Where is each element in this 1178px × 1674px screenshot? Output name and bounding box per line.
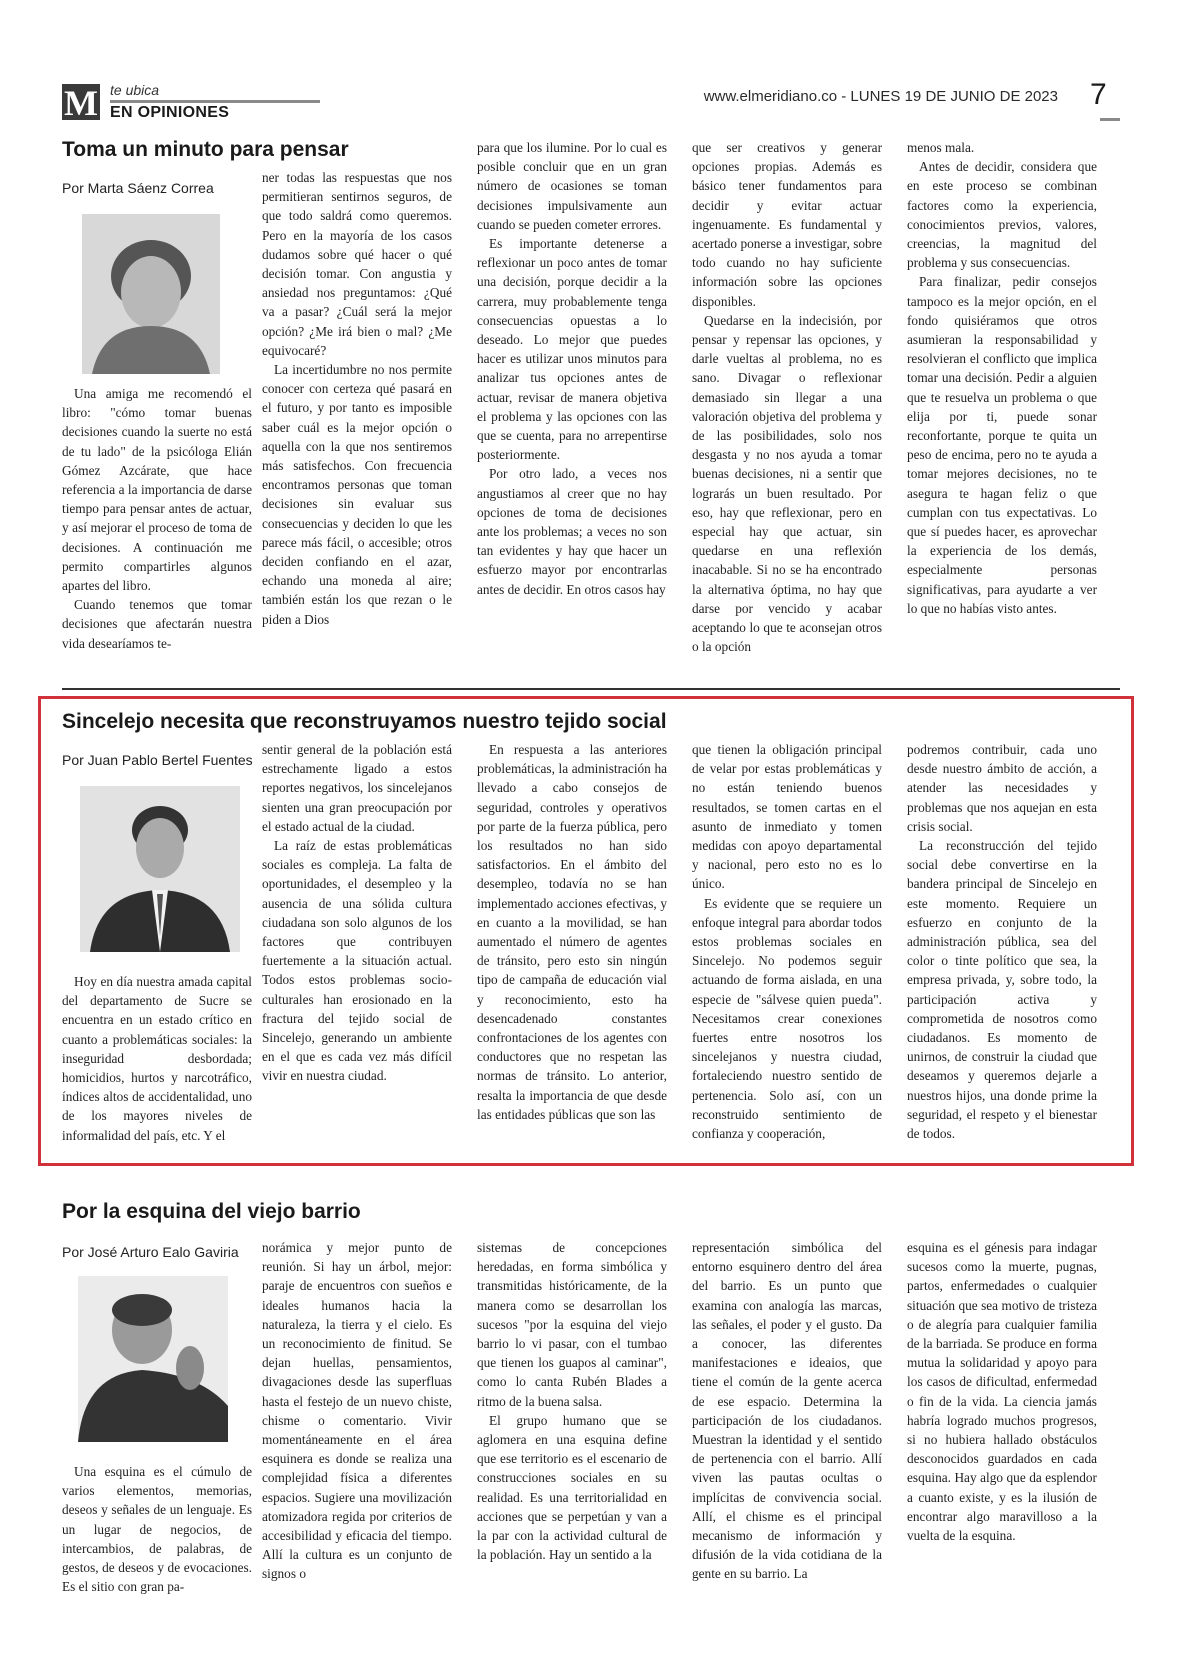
paragraph: Es evidente que se requiere un enfoque integral para abordar todos estos problemas sociales en Sincelejo. No podemos seguir actuando de forma aislada, en una especie de "sálvese quien pueda". Necesitamos crear conexiones fuertes entre nosotros los sincelejanos y nuestra ciudad, fortaleciendo nuestro sentido de pertenencia. Solo así, con un reconstruido sentimiento de confianza y cooperación,	[692, 895, 882, 1142]
article-column-2	[262, 740, 452, 1158]
author-photo	[80, 786, 240, 952]
page-number: 7	[1090, 78, 1107, 111]
article-column-5	[907, 138, 1097, 686]
article-headline: Por la esquina del viejo barrio	[62, 1200, 361, 1223]
paragraph: Una amiga me recomendó el libro: "cómo tomar buenas decisiones cuando la suerte no está de tu lado" de la psicóloga Elián Gómez Azcárate, que hace referencia a la importancia de darse tiempo para pensar antes de actuar, y así mejorar el proceso de toma de decisiones. A continuación me permito compartirles algunos apartes del libro.	[62, 386, 252, 594]
author-portrait-icon	[78, 1276, 228, 1442]
page-number-rule	[1100, 118, 1120, 121]
article-column-1	[62, 384, 252, 684]
article-esquina-viejo-barrio	[62, 1200, 1120, 1630]
article-column-3	[477, 138, 667, 686]
article-toma-un-minuto	[62, 138, 1120, 688]
paragraph: En respuesta a las anteriores problemáticas, la administración ha llevado a cabo consejos de seguridad, controles y operativos por parte de la fuerza pública, pero los resultados no han sido satisfactorios. En el ámbito del desempleo, todavía no se han implementado acciones efectivas, y en cuanto a la movilidad, se han aumentado el número de agentes de tránsito, pero esto sin ningún tipo de campaña de educación vial y reconocimiento, esto ha desencadenado constantes confrontaciones de los agentes con conductores que no respetan las normas de tránsito. Lo anterior, resalta la importancia de que desde las entidades públicas que son las	[477, 742, 667, 1122]
article-byline: Por Juan Pablo Bertel Fuentes	[62, 752, 253, 768]
article-byline: Por Marta Sáenz Correa	[62, 180, 214, 196]
paragraph: podremos contribuir, cada uno desde nuestro ámbito de acción, a atender las necesidades y problemas que nos aquejan en esta crisis social.	[907, 742, 1097, 834]
article-column-4	[692, 138, 882, 686]
paragraph: La reconstrucción del tejido social debe convertirse en la bandera principal de Sincelejo en este momento. Requiere un esfuerzo en conjunto de la administración pública, sea del color o tinte político que sea, la empresa privada, y, sobre todo, la participación activa y comprometida de nosotros como ciudadanos. Es momento de unirnos, de construir la ciudad que deseamos y queremos dejarle a nuestros hijos, una donde prime la seguridad, el respeto y el bienestar de todos.	[907, 838, 1097, 1142]
author-photo	[78, 1276, 228, 1442]
article-column-1	[62, 972, 252, 1158]
paragraph: que ser creativos y generar opciones propias. Además es básico tener fundamentos para decidir y evitar actuar ingenuamente. Es fundamental y acertado ponerse a investigar, sobre todo cuando no hay suficiente información sobre las opciones disponibles.	[692, 140, 882, 309]
paragraph: Una esquina es el cúmulo de varios elementos, memorias, deseos y señales de un lenguaje. Es un lugar de negocios, de intercambios, de palabras, de gestos, de deseos y de evocaciones. Es el sitio con gran pa-	[62, 1464, 252, 1595]
author-photo	[82, 214, 220, 374]
article-headline: Sincelejo necesita que reconstruyamos nuestro tejido social	[62, 710, 667, 733]
paragraph: norámica y mejor punto de reunión. Si hay un árbol, mejor: paraje de encuentros con sueños e ideales humanos hacia la naturaleza, la tierra y el cielo. Es un reconocimiento de finitud. Se dejan huellas, pensamientos, divagaciones desde las superfluas hasta el festejo de un nuevo chiste, chisme o comentario. Vivir momentáneamente en el área esquinera es donde se realiza una complejidad física a diferentes espacios. Sugiere una movilización atomizadora regida por criterios de accesibilidad y eficacia del tiempo. Allí la cultura es un conjunto de signos o	[262, 1240, 452, 1582]
paragraph: Es importante detenerse a reflexionar un poco antes de tomar una decisión, porque decidir a la carrera, muy probablemente tenga consecuencias opuestas a lo deseado. Lo mejor que puedes hacer es utilizar unos minutos para analizar tus opciones antes de actuar, revisar de manera objetiva el problema y las opciones con las que se cuenta, para no arrepentirse posteriormente.	[477, 236, 667, 463]
article-column-2	[262, 168, 452, 686]
paragraph: Para finalizar, pedir consejos tampoco es la mejor opción, en el fondo quisiéramos que otros asumieran la responsabilidad y resolvieran el conflicto que implica tomar una decisión. Pedir a alguien que te resuelva un problema o que elija por ti, puede sonar reconfortante, porque te quita un peso de encima, pero no te ayuda a tomar mejores decisiones, no te asegura te hagan feliz o que cumplan con tus expectativas. Lo que sí puedes hacer, es aprovechar la experiencia de los demás, especialmente personas significativas, para ayudarte a ver lo que no habías visto antes.	[907, 274, 1097, 616]
paragraph: esquina es el génesis para indagar sucesos como la muerte, pugnas, partos, enfermedades o cualquier situación que sea motivo de tristeza o de alegría para cualquier familia de la barriada. Se produce en forma mutua la solidaridad y apoyo para los casos de dificultad, enfermedad o fin de la vida. La ciencia jamás habría logrado muchos progresos, si no hubiera hallado obstáculos desconocidos guardados en cada esquina. Hay algo que da esplendor a cuanto existe, y es la ilusión de encontrar algo maravilloso a la vuelta de la esquina.	[907, 1240, 1097, 1544]
author-portrait-icon	[80, 786, 240, 952]
paragraph: Cuando tenemos que tomar decisiones que afectarán nuestra vida desearíamos te-	[62, 597, 252, 651]
article-column-5	[907, 740, 1097, 1158]
paragraph: Hoy en día nuestra amada capital del departamento de Sucre se encuentra en un estado crítico en cuanto a problemáticas sociales: la inseguridad desbordada; homicidios, hurtos y narcotráfico, índices altos de accidentalidad, uno de los mayores niveles de informalidad del país, etc. Y el	[62, 974, 252, 1143]
author-portrait-icon	[82, 214, 220, 374]
section-rule	[110, 100, 320, 103]
paragraph: sentir general de la población está estrechamente ligado a estos reportes negativos, los sincelejanos sienten una gran preocupación por el estado actual de la ciudad.	[262, 742, 452, 834]
article-sincelejo	[62, 710, 1120, 1160]
article-divider	[62, 688, 1120, 690]
article-column-5	[907, 1238, 1097, 1628]
paragraph: Antes de decidir, considera que en este proceso se combinan factores como la experiencia, conocimientos previos, valores, creencias, la magnitud del problema y sus consecuencias.	[907, 159, 1097, 271]
paragraph: ner todas las respuestas que nos permitieran sentirnos seguros, de que todo saldrá como queremos. Pero en la mayoría de los casos dudamos sobre qué hacer o qué decisión tomar. Con angustia y ansiedad nos preguntamos: ¿Qué va a pasar? ¿Cuál será la mejor opción? ¿Me irá bien o mal? ¿Me equivocaré?	[262, 170, 452, 358]
paragraph: La incertidumbre no nos permite conocer con certeza qué pasará en el futuro, y por tanto es imposible saber cuál es la mejor opción o aquella con la que nos sentiremos más satisfechos. Con frecuencia encontramos personas que toman decisiones sin evaluar sus consecuencias y deciden lo que les parece más fácil, o accesible; otros deciden confiando en el azar, echando una moneda al aire; también están los que rezan o le piden a Dios	[262, 362, 452, 627]
newspaper-logo: M	[62, 84, 100, 120]
paragraph: El grupo humano que se aglomera en una esquina define que ese territorio es el escenario de construcciones sociales en su realidad. Es una territorialidad en acciones que se perpetúan y van a la par con la actividad cultural de la población. Hay un sentido a la	[477, 1412, 667, 1563]
paragraph: Quedarse en la indecisión, por pensar y repensar las opciones, y darle vueltas al problema, no es sano. Divagar o reflexionar demasiado sin llegar a una valoración objetiva del problema y de las posibilidades, solo nos desgasta y no nos ayuda a tomar buenas decisiones, ni a sentir que lograrás un buen resultado. Por eso, hay que reflexionar, pero en especial hay que actuar, sin quedarse en una reflexión inacabable. Si no se ha encontrado la alternativa óptima, no hay que darse por vencido y acabar aceptando lo que te aconsejan otros o la opción	[692, 312, 882, 655]
paragraph: para que los ilumine. Por lo cual es posible concluir que en un gran número de ocasiones se toman decisiones impulsivamente aun cuando se pueden cometer errores.	[477, 140, 667, 232]
article-column-4	[692, 1238, 882, 1628]
article-column-4	[692, 740, 882, 1158]
article-column-1	[62, 1462, 252, 1628]
article-column-2	[262, 1238, 452, 1628]
paragraph: representación simbólica del entorno esquinero dentro del área del barrio. Es un punto que examina con analogía las marcas, las señales, el poder y el gusto. Da a conocer, las diferentes manifestaciones e ideaios, que tiene el común de la gente acerca de ese espacio. Determina la participación de los ciudadanos. Muestran la identidad y el sentido de pertenencia con el barrio. Allí viven las pautas ocultas o implícitas de convivencia social. Allí, el chisme es el principal mecanismo de información y difusión de la vida cotidiana de la gente en su barrio. La	[692, 1240, 882, 1582]
article-column-3	[477, 740, 667, 1158]
paragraph: Por otro lado, a veces nos angustiamos al creer que no hay opciones de toma de decisiones ante los problemas; a veces no son tan evidentes y hay que hacer un esfuerzo mayor por encontrarlas antes de decidir. En otros casos hay	[477, 466, 667, 597]
dateline: www.elmeridiano.co - LUNES 19 DE JUNIO DE 2023	[703, 88, 1058, 105]
paragraph: que tienen la obligación principal de velar por estas problemáticas y no están teniendo buenos resultados, se tomen cartas en el asunto de inmediato y tomen medidas con apoyo departamental y nacional, pero esto no es lo único.	[692, 742, 882, 892]
paragraph: sistemas de concepciones heredadas, en forma simbólica y transmitidas históricamente, de la manera como se desarrollan los sucesos "por la esquina del viejo barrio lo vi pasar, con el tumbao que tienen los guapos al caminar", como lo canta Rubén Blades a ritmo de la buena salsa.	[477, 1240, 667, 1409]
section-name: EN OPINIONES	[110, 104, 230, 121]
paragraph: La raíz de estas problemáticas sociales es compleja. La falta de oportunidades, el desempleo y la ausencia de una sólida cultura ciudadana son solo algunos de los factores que contribuyen fuertemente a la situación actual. Todos estos problemas socio-culturales han erosionado en la fractura del tejido social de Sincelejo, generando un ambiente en el que es cada vez más difícil vivir en nuestra ciudad.	[262, 838, 452, 1084]
section-tagline: te ubica	[110, 82, 160, 98]
article-headline: Toma un minuto para pensar	[62, 138, 349, 161]
paragraph: menos mala.	[907, 140, 975, 155]
article-byline: Por José Arturo Ealo Gaviria	[62, 1244, 239, 1260]
article-column-3	[477, 1238, 667, 1628]
